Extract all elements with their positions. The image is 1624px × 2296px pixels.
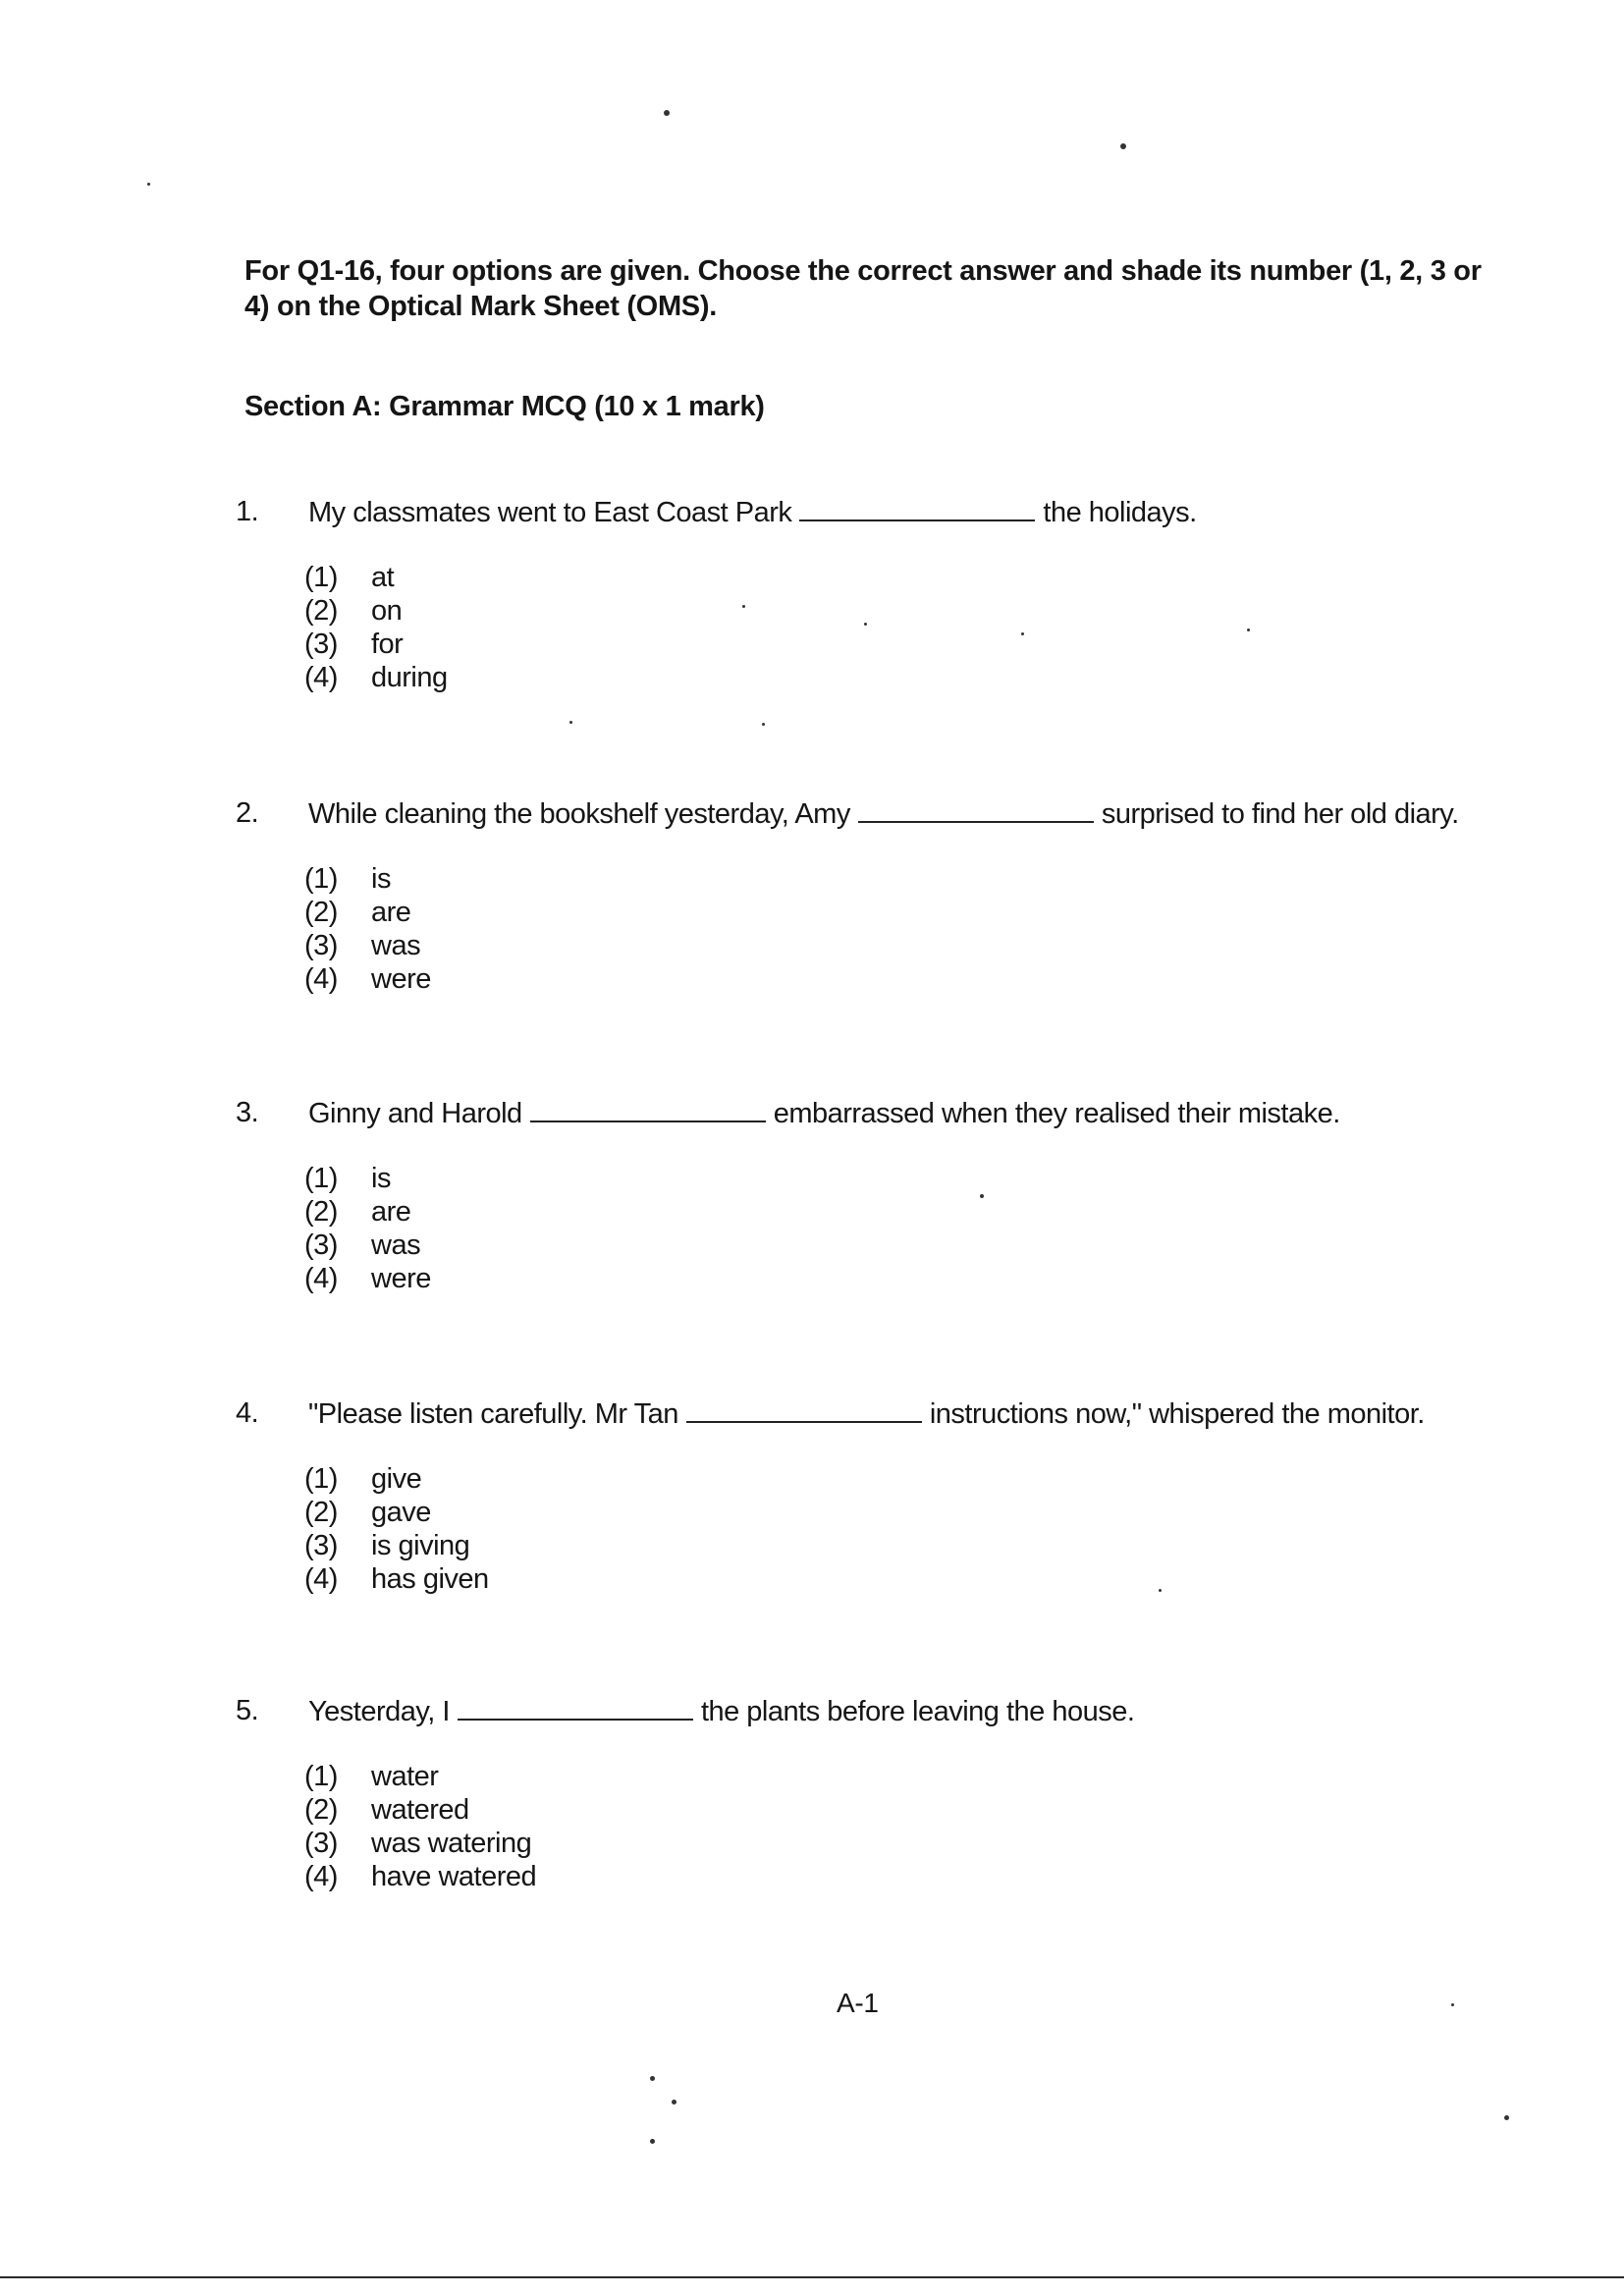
option-1: [304, 1462, 1512, 1496]
option-3: [304, 1529, 1512, 1562]
option-number: (3): [304, 1828, 338, 1859]
option-number: (3): [304, 930, 338, 961]
question-1: [236, 496, 1512, 694]
stem-after: the holidays.: [1043, 497, 1197, 528]
option-text: were: [371, 1263, 431, 1294]
option-text: was watering: [371, 1828, 532, 1859]
option-2: [304, 594, 1512, 628]
option-2: [304, 1496, 1512, 1529]
answer-blank: [799, 496, 1035, 521]
option-number: (1): [304, 863, 338, 895]
option-text: was: [371, 1230, 421, 1261]
option-3: [304, 1827, 1512, 1860]
option-number: (4): [304, 1563, 338, 1595]
option-number: (2): [304, 595, 338, 627]
question-4: [236, 1397, 1512, 1596]
option-number: (3): [304, 1230, 338, 1261]
question-stem: [308, 496, 1197, 529]
stem-before: My classmates went to East Coast Park: [308, 497, 792, 528]
stem-before: "Please listen carefully. Mr Tan: [308, 1398, 678, 1430]
question-stem: [308, 1397, 1425, 1431]
option-text: were: [371, 963, 431, 995]
options-list: [304, 1462, 1512, 1596]
scan-speck: [650, 2139, 655, 2144]
scan-speck: [569, 721, 572, 724]
option-number: (4): [304, 1263, 338, 1294]
option-text: are: [371, 897, 411, 928]
options-list: [304, 862, 1512, 996]
scan-speck: [1451, 2003, 1454, 2006]
option-number: (2): [304, 897, 338, 928]
option-text: are: [371, 1196, 411, 1228]
option-1: [304, 1760, 1512, 1793]
question-stem: [308, 1097, 1340, 1130]
option-4: [304, 1262, 1512, 1295]
instructions-text: For Q1-16, four options are given. Choose the correct answer and shade its number (1, 2, 3 or 4) on the Optical Mark Sheet (OMS).: [244, 255, 1482, 322]
option-1: [304, 1162, 1512, 1195]
scan-speck: [1247, 629, 1250, 631]
option-3: [304, 1229, 1512, 1262]
answer-blank: [858, 797, 1094, 823]
options-list: [304, 1162, 1512, 1295]
scan-speck: [980, 1194, 984, 1198]
scan-speck: [742, 605, 745, 608]
option-number: (3): [304, 1530, 338, 1561]
option-3: [304, 628, 1512, 661]
answer-blank: [530, 1097, 766, 1122]
scan-speck: [147, 183, 150, 186]
option-text: watered: [371, 1794, 469, 1826]
answer-blank: [686, 1397, 922, 1423]
question-number: 3.: [236, 1097, 259, 1128]
question-5: [236, 1695, 1512, 1893]
option-number: (1): [304, 1463, 338, 1495]
question-number: 4.: [236, 1397, 259, 1429]
option-number: (2): [304, 1497, 338, 1528]
question-3: [236, 1097, 1512, 1295]
answer-blank: [458, 1695, 693, 1721]
option-number: (1): [304, 562, 338, 593]
option-text: has given: [371, 1563, 489, 1595]
stem-after: embarrassed when they realised their mistake.: [773, 1098, 1340, 1129]
question-number: 1.: [236, 496, 259, 527]
section-title: Section A: Grammar MCQ (10 x 1 mark): [244, 391, 765, 422]
option-text: give: [371, 1463, 422, 1495]
option-4: [304, 1562, 1512, 1596]
stem-before: Yesterday, I: [308, 1696, 450, 1727]
option-text: water: [371, 1761, 439, 1792]
stem-after: instructions now," whispered the monitor.: [929, 1398, 1425, 1430]
option-text: is: [371, 863, 391, 895]
option-1: [304, 561, 1512, 594]
option-1: [304, 862, 1512, 896]
scan-speck: [650, 2076, 655, 2081]
question-number: 5.: [236, 1695, 259, 1726]
stem-before: While cleaning the bookshelf yesterday, Amy: [308, 798, 850, 830]
option-number: (2): [304, 1196, 338, 1228]
scan-speck: [1504, 2115, 1509, 2120]
option-2: [304, 1793, 1512, 1827]
question-2: [236, 797, 1512, 996]
option-2: [304, 896, 1512, 929]
option-text: is: [371, 1163, 391, 1194]
scan-speck: [762, 723, 765, 726]
scan-speck: [864, 623, 867, 626]
options-list: [304, 1760, 1512, 1893]
option-text: is giving: [371, 1530, 470, 1561]
option-number: (1): [304, 1163, 338, 1194]
page-number: A-1: [837, 1988, 879, 2018]
option-4: [304, 962, 1512, 996]
stem-after: the plants before leaving the house.: [700, 1696, 1135, 1727]
option-number: (1): [304, 1761, 338, 1792]
scan-speck: [1021, 632, 1024, 635]
question-stem: [308, 797, 1459, 831]
option-3: [304, 929, 1512, 962]
stem-before: Ginny and Harold: [308, 1098, 522, 1129]
option-text: gave: [371, 1497, 431, 1528]
option-text: was: [371, 930, 421, 961]
scan-speck: [1120, 143, 1126, 149]
scan-speck: [672, 2100, 677, 2105]
bottom-rule: [0, 2276, 1624, 2278]
option-2: [304, 1195, 1512, 1229]
option-number: (4): [304, 963, 338, 995]
option-text: for: [371, 629, 404, 660]
option-4: [304, 1860, 1512, 1893]
option-number: (3): [304, 629, 338, 660]
question-stem: [308, 1695, 1134, 1728]
option-4: [304, 661, 1512, 694]
question-number: 2.: [236, 797, 259, 829]
option-text: at: [371, 562, 395, 593]
option-text: on: [371, 595, 403, 627]
scan-speck: [664, 110, 670, 116]
option-number: (2): [304, 1794, 338, 1826]
option-text: have watered: [371, 1861, 537, 1892]
stem-after: surprised to find her old diary.: [1101, 798, 1459, 830]
option-text: during: [371, 662, 448, 693]
scan-speck: [1159, 1589, 1162, 1592]
options-list: [304, 561, 1512, 694]
option-number: (4): [304, 662, 338, 693]
option-number: (4): [304, 1861, 338, 1892]
